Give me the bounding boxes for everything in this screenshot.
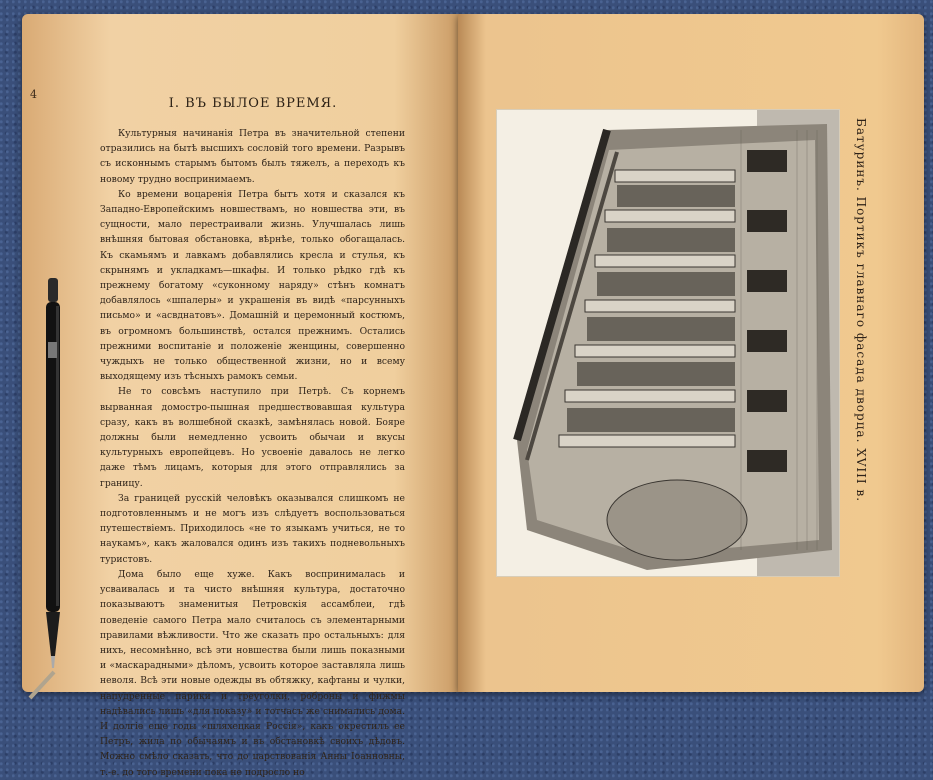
paragraph: Дома было еще хуже. Какъ воспринималась и усваивалась и та чисто внѣшняя культура, достаточно показываютъ знаменитыя Петровскія ассамблеи, гдѣ поведеніе самого Петра мало считалось съ элементарными правилами вѣжливости. Что же сказать про остальныхъ: для нихъ, несомнѣнно, всѣ эти новшества были лишь показными и «маскарадными» дѣломъ, усвоить которое заставляла лишь неволя. Всѣ эти новые одежды въ обтяжку, кафтаны и чулки, напудренные парики и треуголки, роброны и фижмы надѣвались лишь «для показу» и тотчасъ же снимались дома. И долгіе еще годы «шляхецкая Россія», какъ окрестилъ ее Петръ, жила по обычаямъ и въ обстановкѣ своихъ дѣдовъ. Можно смѣло сказать, что до царствованія Анны Іоанновны, т.-е. до того времени пока не подросло но [100, 568, 405, 778]
binder-clip [28, 662, 58, 700]
paragraph: Ко времени воцаренія Петра бытъ хотя и сказался къ Западно-Европейскимъ новшествамъ, но новшества эти, въ сущности, мало перестраивали жизнь. Улучшалась лишь внѣшняя бытовая обстановка, вѣрнѣе, только обогащалась. Къ скамьямъ и лавкамъ добавлялись кресла и стулья, къ скрынямъ и укладкамъ—шкафы. И только рѣдко гдѣ къ прежнему богатому «суконному наряду» стѣнъ комнатъ добавлялось «шпалеры» и украшенія въ видѣ «парсунныхъ письмо» и «асвднатовъ». Домашній и церемонный костюмъ, въ огромномъ большинствѣ, остался прежнимъ. Остались прежними воспитаніе и положеніе женщины, совершенно чуждыхъ не только общественной жизни, но и всему выходящему изъ тѣсныхъ рамокъ семьи. [100, 188, 405, 383]
chapter-title: I. ВЪ БЫЛОЕ ВРЕМЯ. [168, 96, 338, 111]
paragraph: Не то совсѣмъ наступило при Петрѣ. Съ корнемъ вырванная домостро-пышная предшествовавшая культура сразу, какъ въ волшебной сказкѣ, замѣнялась новой. Бояре должны были немедленно усвоить обычаи и вкусы культурныхъ европейцевъ. Но усвоеніе давалось не легко даже тѣмъ лицамъ, которыя для этого отправлялись за границу. [100, 386, 405, 489]
engraving-plate [497, 110, 839, 576]
paragraph: Культурныя начинанія Петра въ значительной степени отразились на бытѣ высшихъ сословій того времени. Разрывъ съ исконнымъ старымъ бытомъ былъ тяжелъ, а переходъ къ новому трудно воспринимаемъ. [100, 128, 405, 185]
body-text [100, 126, 405, 780]
paragraph: За границей русскій человѣкъ оказывался слишкомъ не подготовленнымъ и не могъ изъ слѣдуетъ воспользоваться путешествіемъ. Приходилось «не то языкамъ учиться, не то наукамъ», какъ жаловался одинъ изъ такихъ подневольныхъ туристовъ. [100, 492, 405, 565]
mechanical-pencil [38, 276, 74, 676]
page-number: 4 [30, 88, 37, 101]
palace-engraving [497, 110, 839, 576]
plate-caption: Батуринъ. Портикъ главнаго фасада дворца. XVIII в. [854, 118, 868, 503]
